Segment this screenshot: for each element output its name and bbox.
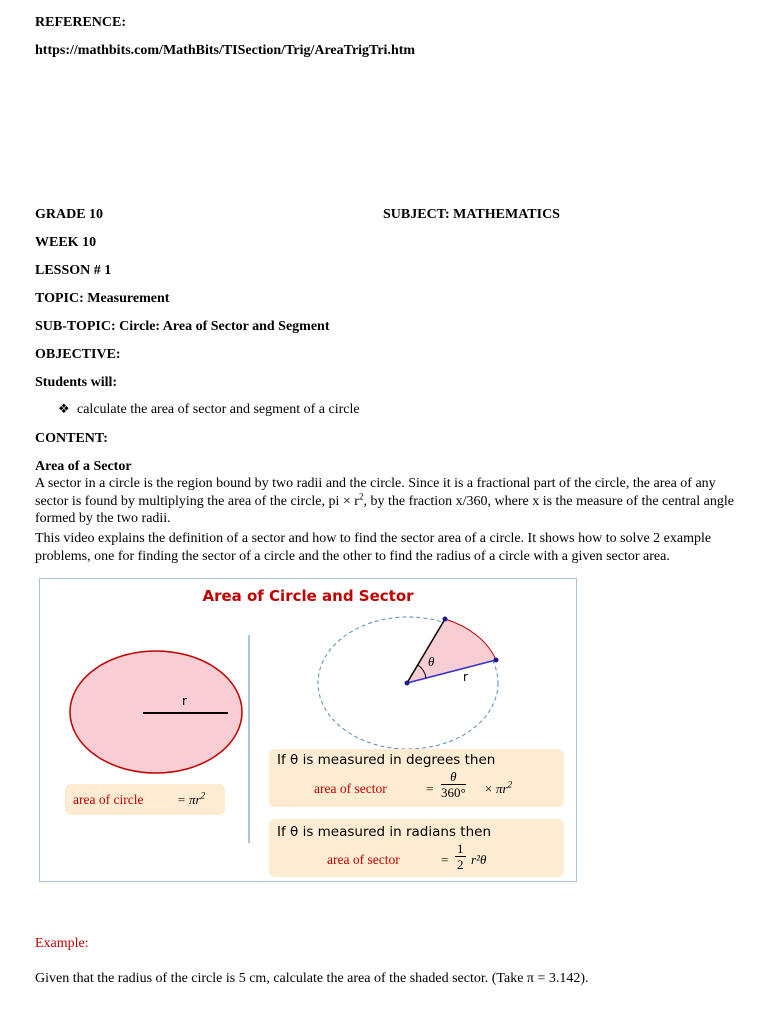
radians-condition: If θ is measured in radians then	[277, 824, 491, 840]
section-paragraph-2: This video explains the definition of a sector and how to find the sector area of a circle. It shows how to solve 2 example problems, one for finding the sector of a circle and the other to find the radius of a circle with a given sector area.	[35, 531, 712, 564]
degrees-tail: × $\pi r^2$	[484, 779, 513, 796]
radians-equals: =	[441, 852, 449, 867]
reference-url[interactable]: https://mathbits.com/MathBits/TISection/Trig/AreaTrigTri.htm	[35, 43, 416, 58]
bullet-icon: ❖	[58, 401, 70, 416]
circle-radius-label: r	[182, 694, 187, 708]
grade-label: GRADE 10	[35, 207, 104, 222]
arc-point-1	[443, 617, 448, 622]
figure-title: Area of Circle and Sector	[202, 587, 414, 605]
center-point	[405, 681, 410, 686]
example-text: Given that the radius of the circle is 5 cm, calculate the area of the shaded sector. (Take π = 3.142).	[35, 971, 589, 986]
topic-label: TOPIC: Measurement	[35, 291, 170, 306]
example-label: Example:	[35, 936, 89, 951]
radians-formula-box	[269, 819, 564, 877]
objective-item: calculate the area of sector and segment of a circle	[77, 402, 360, 417]
sector-radius-label: r	[463, 670, 468, 684]
degrees-condition: If θ is measured in degrees then	[277, 752, 496, 768]
degrees-fraction: $\frac{\theta}{360^\circ}$	[441, 769, 466, 800]
degrees-equals: =	[426, 781, 434, 796]
degrees-formula-box	[269, 749, 564, 807]
sector-area-figure	[39, 578, 577, 882]
reference-label: REFERENCE:	[35, 15, 127, 30]
section-heading: Area of a Sector	[35, 459, 132, 474]
section-paragraph-1: A sector in a circle is the region bound by two radii and the circle. Since it is a fractional part of the circle, the area of any sector is found by multiplying the area of the circle, pi × $r^2$, by the fraction x/360, where x is the measure of the central angle formed by the two radii.	[35, 476, 734, 526]
circle-formula-box	[65, 784, 225, 815]
shaded-sector	[407, 619, 496, 683]
radians-sector-label: area of sector	[327, 852, 400, 867]
degrees-sector-label: area of sector	[314, 781, 387, 796]
circle-formula-rhs: = $\pi r^2$	[177, 790, 206, 807]
radians-tail: r²θ	[471, 852, 487, 867]
lesson-label: LESSON # 1	[35, 263, 112, 278]
objective-heading: OBJECTIVE:	[35, 347, 121, 362]
subtopic-label: SUB-TOPIC: Circle: Area of Sector and Segment	[35, 319, 330, 334]
students-will-label: Students will:	[35, 375, 118, 390]
radians-fraction: $\frac{1}{2}$	[457, 841, 464, 872]
theta-label: θ	[428, 654, 435, 669]
week-label: WEEK 10	[35, 235, 97, 250]
arc-point-2	[494, 658, 499, 663]
circle-formula-label: area of circle	[73, 792, 144, 807]
subject-label: SUBJECT: MATHEMATICS	[383, 207, 560, 222]
content-heading: CONTENT:	[35, 431, 108, 446]
